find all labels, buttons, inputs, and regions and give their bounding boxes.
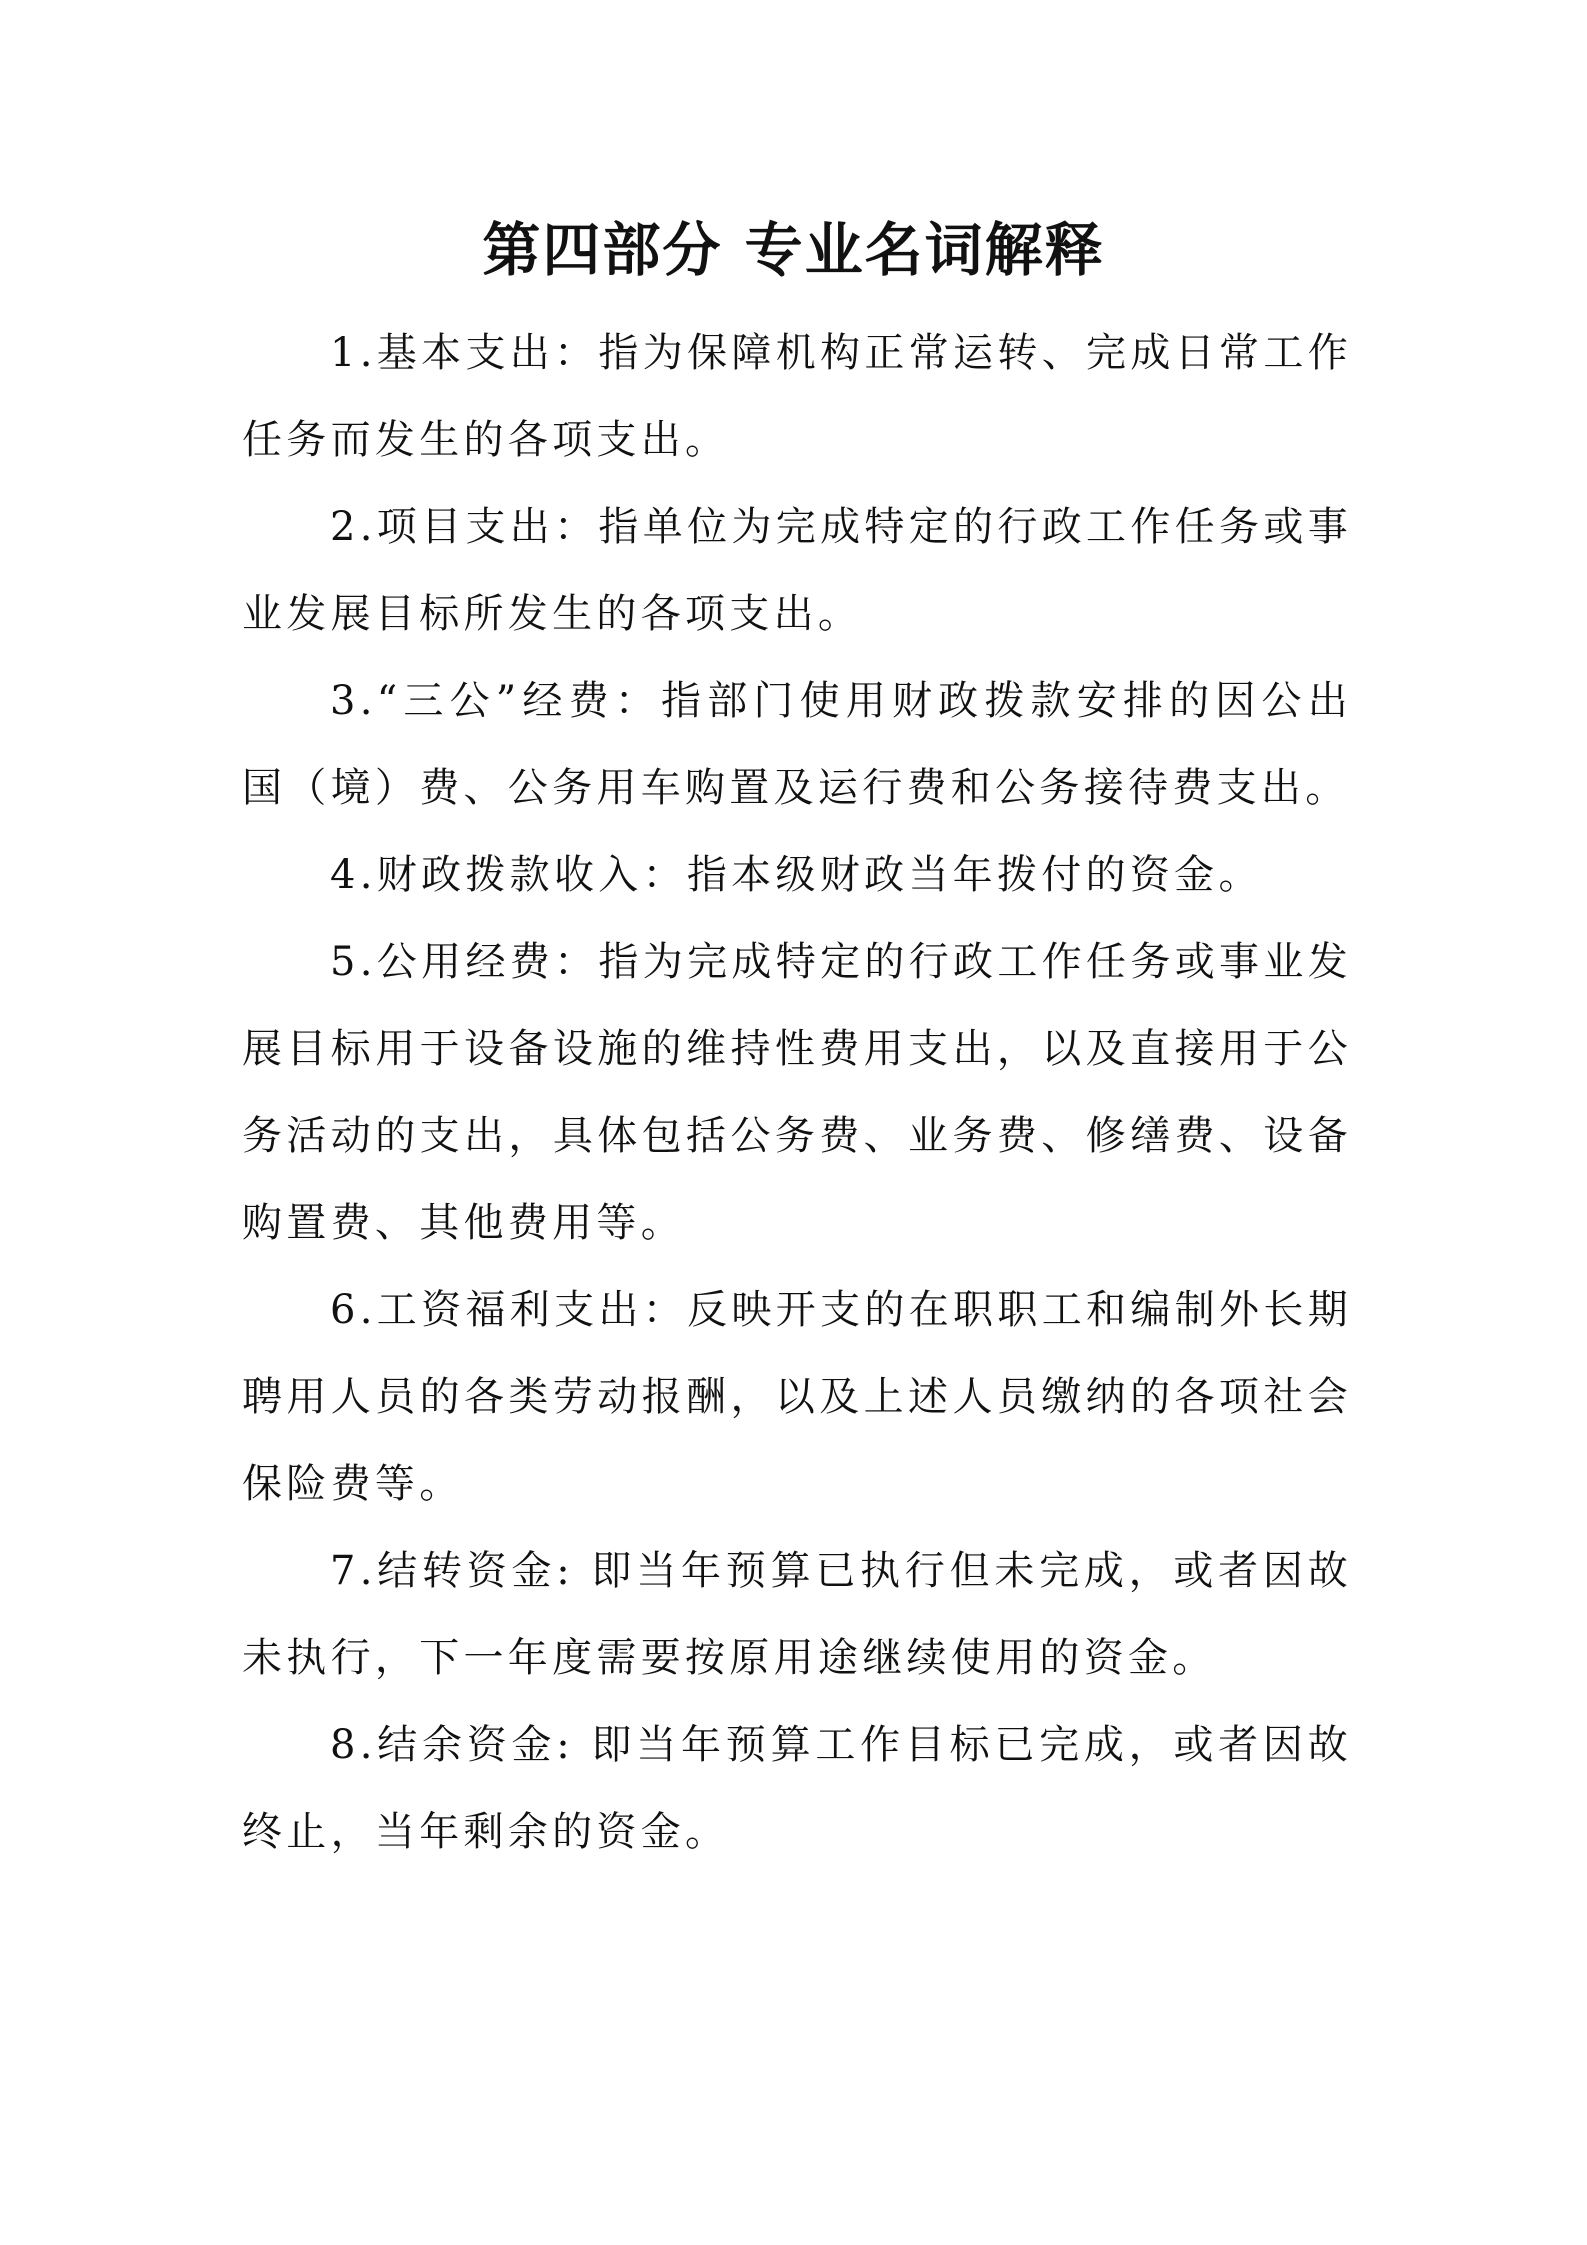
definition-salary-welfare-expenditure: 6.工资福利支出：反映开支的在职职工和编制外长期聘用人员的各类劳动报酬，以及上述人员缴纳的各项社会保险费等。 [242, 1287, 1352, 1507]
definition-three-public-expenses: 3.“三公”经费：指部门使用财政拨款安排的因公出国（境）费、公务用车购置及运行费和公务接待费支出。 [242, 678, 1352, 811]
definition-fiscal-appropriation-income: 4.财政拨款收入：指本级财政当年拨付的资金。 [330, 852, 1263, 898]
definition-surplus-funds: 8.结余资金: 即当年预算工作目标已完成，或者因故终止，当年剩余的资金。 [242, 1722, 1352, 1855]
page-title: 第四部分 专业名词解释 [482, 216, 1105, 284]
definition-basic-expenditure: 1.基本支出：指为保障机构正常运转、完成日常工作任务而发生的各项支出。 [242, 330, 1352, 463]
definition-public-funds: 5.公用经费：指为完成特定的行政工作任务或事业发展目标用于设备设施的维持性费用支出，以及直接用于公务活动的支出，具体包括公务费、业务费、修缮费、设备购置费、其他费用等。 [242, 939, 1352, 1246]
definition-carryover-funds: 7.结转资金: 即当年预算已执行但未完成，或者因故未执行，下一年度需要按原用途继续使用的资金。 [242, 1548, 1352, 1681]
definition-project-expenditure: 2.项目支出：指单位为完成特定的行政工作任务或事业发展目标所发生的各项支出。 [242, 504, 1352, 637]
definitions-list [242, 310, 1352, 1876]
